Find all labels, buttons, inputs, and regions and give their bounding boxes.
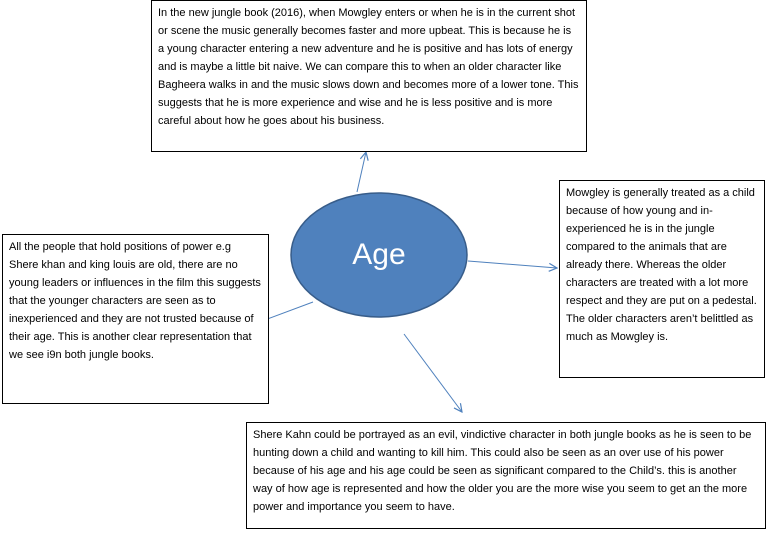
central-ellipse: [291, 193, 467, 317]
shere-khan-text-box: Shere Kahn could be portrayed as an evil, vindictive character in both jungle books as he is seen to be hunting down a child and wanting to kill him. This could also be seen as an over use of his power because of his age and his age could be seen as significant compared to the Child’s. this is another way of how age is represented and how the older you are the more wise you seem to get an the more power and importance you seem to have.: [246, 422, 766, 529]
treatment-text-box: Mowgley is generally treated as a child because of how young and in-experienced he is in the jungle compared to the animals that are already there. Whereas the older characters are treated with a lot more respect and they are put on a pedestal. The older characters aren’t belittled as much as Mowgley is.: [559, 180, 765, 378]
arrow-to-top-box: [357, 152, 366, 192]
music-text-box: In the new jungle book (2016), when Mowgley enters or when he is in the current shot or scene the music generally becomes faster and more upbeat. This is because he is a young character entering a new adventure and he is positive and has lots of energy and is maybe a little bit naive. We can compare this to when an older character like Bagheera walks in and the music slows down and becomes more of a lower tone. This suggests that he is more experience and wise and he is less positive and is more careful about how he goes about his business.: [151, 0, 587, 152]
arrow-to-bottom-box: [404, 334, 462, 412]
power-text-box: All the people that hold positions of power e.g Shere khan and king louis are old, there are no young leaders or influences in the film this suggests that the younger characters are seen as to inexperienced and they are not trusted because of their age. This is another clear representation that we see i9n both jungle books.: [2, 234, 269, 404]
central-topic-label: Age: [352, 238, 406, 271]
arrow-to-right-box: [468, 261, 557, 268]
